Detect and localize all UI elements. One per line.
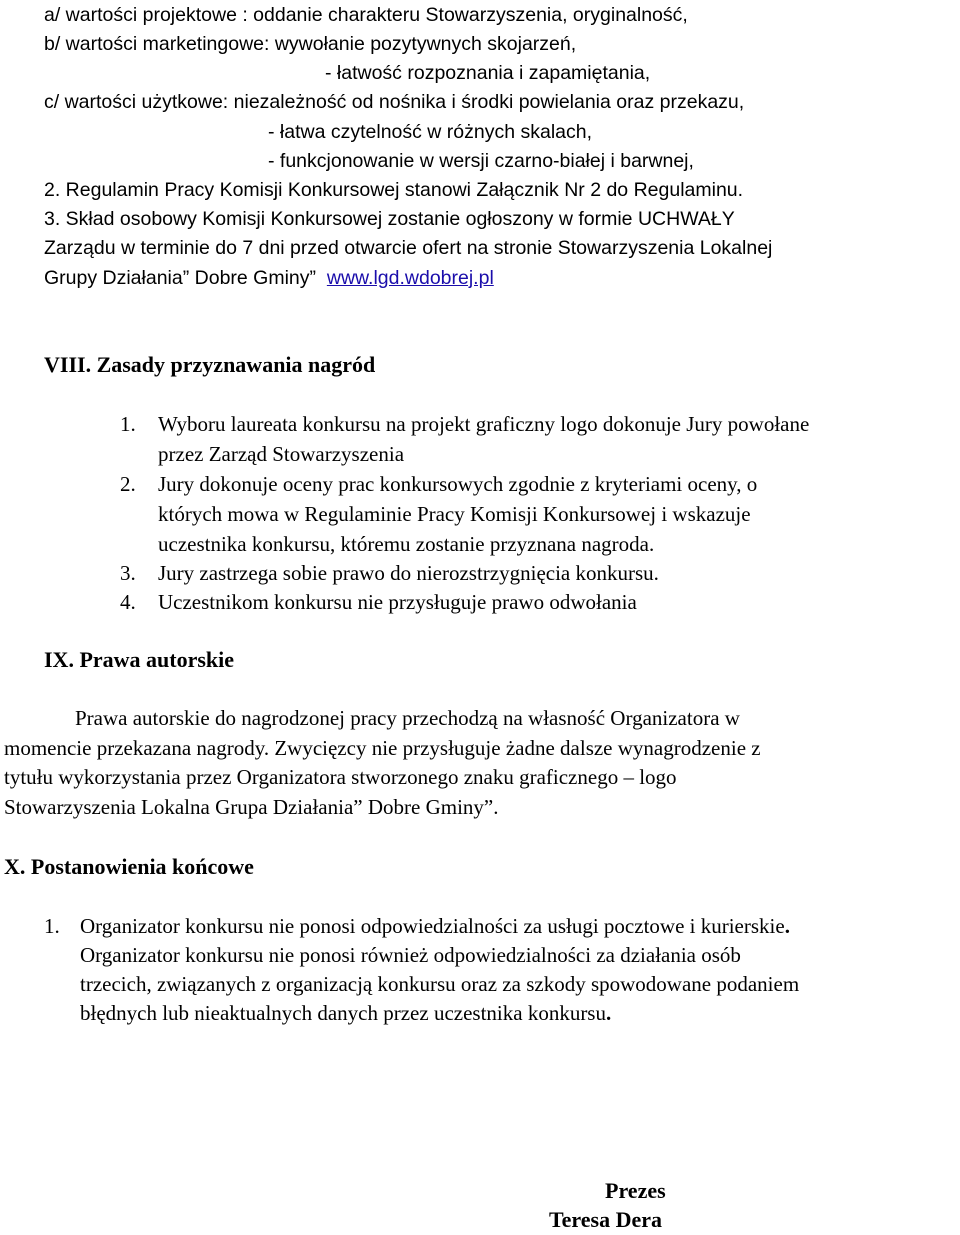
s8-item-4-line-1: Uczestnikom konkursu nie przysługuje prawo odwołania	[158, 590, 637, 614]
s10-line-1-mark: .	[784, 914, 790, 938]
s9-line-2: momencie przekazana nagrody. Zwycięzcy nie przysługuje żadne dalsze wynagrodzenie z	[4, 736, 761, 760]
criteria-c-sub2: - funkcjonowanie w wersji czarno-białej i barwnej,	[268, 150, 694, 172]
section-8-heading: VIII. Zasady przyznawania nagród	[44, 352, 376, 377]
s9-line-4: Stowarzyszenia Lokalna Grupa Działania” Dobre Gminy”.	[4, 795, 499, 819]
s8-item-3-num: 3.	[120, 561, 136, 585]
criteria-b: b/ wartości marketingowe: wywołanie pozytywnych skojarzeń,	[44, 33, 577, 55]
s8-item-2-line-2: których mowa w Regulaminie Pracy Komisji Konkursowej i wskazuje	[158, 502, 751, 526]
s9-line-3: tytułu wykorzystania przez Organizatora stworzonego znaku graficznego – logo	[4, 765, 677, 789]
s8-item-2-num: 2.	[120, 472, 136, 496]
point-2: 2. Regulamin Pracy Komisji Konkursowej stanowi Załącznik Nr 2 do Regulaminu.	[44, 179, 744, 201]
s8-item-1-line-1: Wyboru laureata konkursu na projekt graficzny logo dokonuje Jury powołane	[158, 412, 810, 436]
point-3-text: Grupy Działania” Dobre Gminy”	[44, 267, 317, 289]
criteria-c: c/ wartości użytkowe: niezależność od nośnika i środki powielania oraz przekazu,	[44, 91, 745, 113]
section-9-heading: IX. Prawa autorskie	[44, 647, 235, 672]
s10-item-1-num: 1.	[44, 914, 60, 938]
criteria-c-sub1: - łatwa czytelność w różnych skalach,	[268, 121, 593, 143]
section-10-heading: X. Postanowienia końcowe	[4, 854, 254, 879]
s10-line-2: Organizator konkursu nie ponosi również odpowiedzialności za działania osób	[80, 943, 741, 967]
s10-line-4-mark: .	[605, 1001, 612, 1025]
s10-line-3: trzecich, związanych z organizacją konkursu oraz za szkody spowodowane podaniem	[80, 972, 800, 996]
s8-item-3-line-1: Jury zastrzega sobie prawo do nierozstrzygnięcia konkursu.	[158, 561, 659, 585]
s8-item-1-num: 1.	[120, 412, 136, 436]
website-link[interactable]: www.lgd.wdobrej.pl	[326, 267, 494, 289]
s10-line-1-text: Organizator konkursu nie ponosi odpowiedzialności za usługi pocztowe i kurierskie	[80, 914, 785, 938]
s10-line-4-text: błędnych lub nieaktualnych danych przez uczestnika konkursu	[80, 1001, 606, 1025]
s9-line-1: Prawa autorskie do nagrodzonej pracy przechodzą na własność Organizatora w	[75, 706, 740, 730]
s8-item-1-line-2: przez Zarząd Stowarzyszenia	[158, 442, 405, 466]
s10-line-1	[80, 911, 790, 941]
point-3-line-1: 3. Skład osobowy Komisji Konkursowej zostanie ogłoszony w formie UCHWAŁY	[44, 208, 735, 230]
s10-line-4	[80, 998, 611, 1028]
signature-role: Prezes	[605, 1178, 666, 1203]
criteria-a: a/ wartości projektowe : oddanie charakteru Stowarzyszenia, oryginalność,	[44, 4, 688, 26]
s8-item-4-num: 4.	[120, 590, 136, 614]
point-3-line-3	[44, 263, 494, 293]
point-3-line-2: Zarządu w terminie do 7 dni przed otwarcie ofert na stronie Stowarzyszenia Lokalnej	[44, 237, 773, 259]
s8-item-2-line-3: uczestnika konkursu, któremu zostanie przyznana nagroda.	[158, 532, 655, 556]
signature-name: Teresa Dera	[549, 1207, 663, 1232]
s8-item-2-line-1: Jury dokonuje oceny prac konkursowych zgodnie z kryteriami oceny, o	[158, 472, 758, 496]
criteria-b-sub: - łatwość rozpoznania i zapamiętania,	[325, 62, 651, 84]
